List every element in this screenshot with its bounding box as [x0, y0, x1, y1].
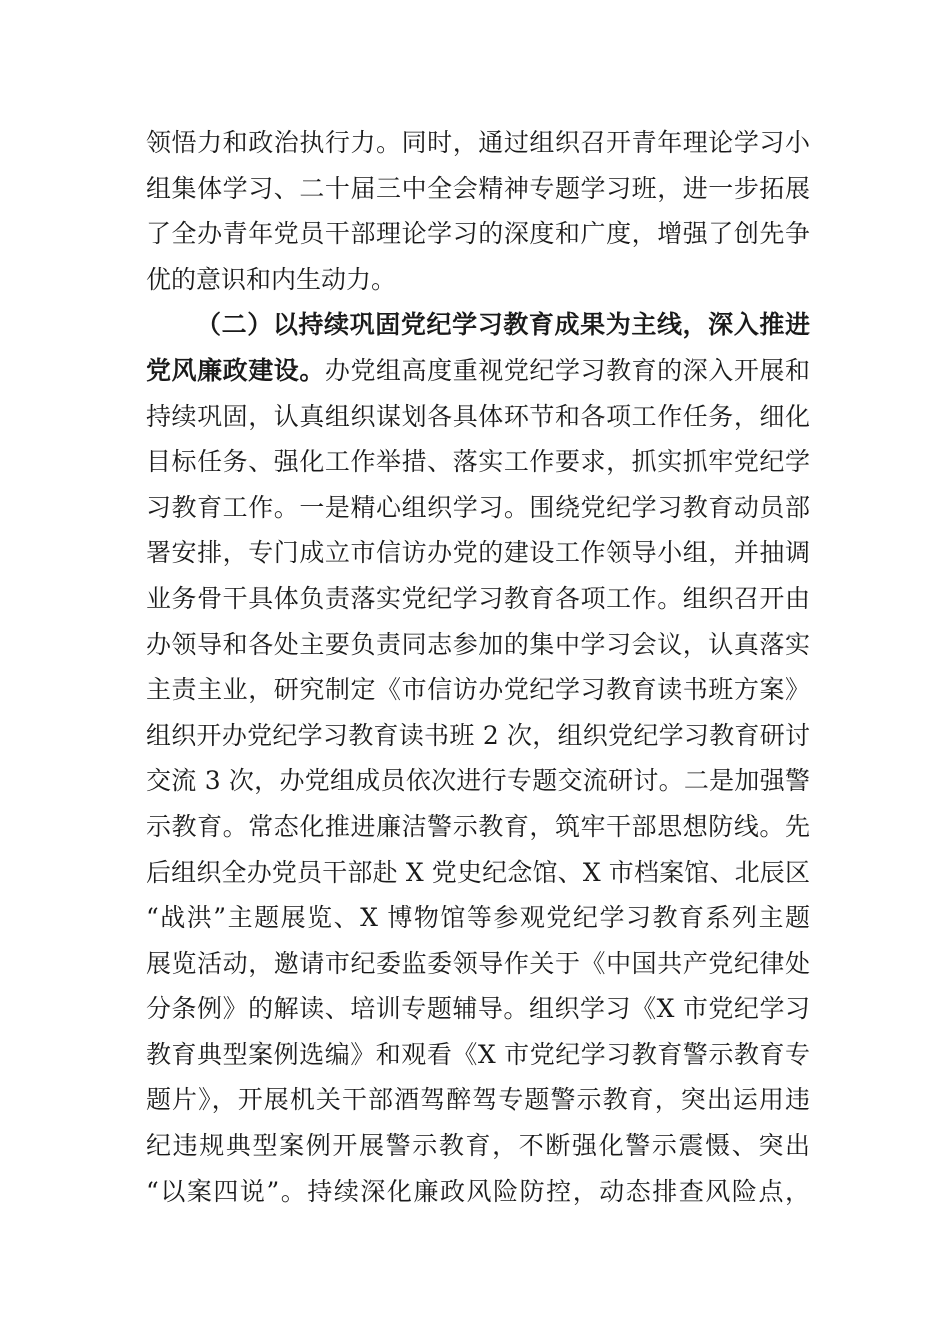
text-line: 优的意识和内生动力。: [146, 264, 397, 294]
text-line: 业务骨干具体负责落实党纪学习教育各项工作。组织召开由: [146, 583, 810, 613]
document-body: [146, 120, 810, 1214]
text-line: 了全办青年党员干部理论学习的深度和广度，增强了创先争: [146, 219, 810, 249]
section-heading-end: 党风廉政建设。: [146, 355, 325, 385]
text-line: 纪违规典型案例开展警示教育，不断强化警示震慑、突出: [146, 1131, 810, 1161]
text-line: 目标任务、强化工作举措、落实工作要求，抓实抓牢党纪学: [146, 447, 810, 477]
text-line: [146, 348, 810, 394]
paragraph-1: [146, 120, 810, 302]
text-line: 教育典型案例选编》和观看《X 市党纪学习教育警示教育专: [146, 1039, 810, 1069]
text-line: 办领导和各处主要负责同志参加的集中学习会议，认真落实: [146, 629, 810, 659]
text-line: 主责主业，研究制定《市信访办党纪学习教育读书班方案》: [146, 675, 810, 705]
text-line: 展览活动，邀请市纪委监委领导作关于《中国共产党纪律处: [146, 948, 810, 978]
text-line: 分条例》的解读、培训专题辅导。组织学习《X 市党纪学习: [146, 994, 810, 1024]
paragraph-2: [146, 302, 810, 1214]
text-line: 组织开办党纪学习教育读书班 2 次，组织党纪学习教育研讨: [146, 720, 810, 750]
text-line: 题片》，开展机关干部酒驾醉驾专题警示教育，突出运用违: [146, 1085, 810, 1115]
text-line: 后组织全办党员干部赴 X 党史纪念馆、X 市档案馆、北辰区: [146, 857, 810, 887]
text-line: 领悟力和政治执行力。同时，通过组织召开青年理论学习小: [146, 128, 810, 157]
section-heading-line: （二）以持续巩固党纪学习教育成果为主线，深入推进: [196, 310, 810, 340]
text-line: 组集体学习、二十届三中全会精神专题学习班，进一步拓展: [146, 173, 810, 203]
text-line: 持续巩固，认真组织谋划各具体环节和各项工作任务，细化: [146, 401, 810, 431]
text-line: 交流 3 次，办党组成员依次进行专题交流研讨。二是加强警: [146, 766, 810, 796]
text-line: “以案四说”。持续深化廉政风险防控，动态排查风险点，: [146, 1176, 810, 1206]
text-line: 署安排，专门成立市信访办党的建设工作领导小组，并抽调: [146, 538, 810, 568]
text-line: 示教育。常态化推进廉洁警示教育，筑牢干部思想防线。先: [146, 811, 810, 841]
text-segment: 办党组高度重视党纪学习教育的深入开展和: [324, 355, 810, 385]
text-line: 习教育工作。一是精心组织学习。围绕党纪学习教育动员部: [146, 492, 810, 522]
text-line: “战洪”主题展览、X 博物馆等参观党纪学习教育系列主题: [146, 903, 810, 933]
